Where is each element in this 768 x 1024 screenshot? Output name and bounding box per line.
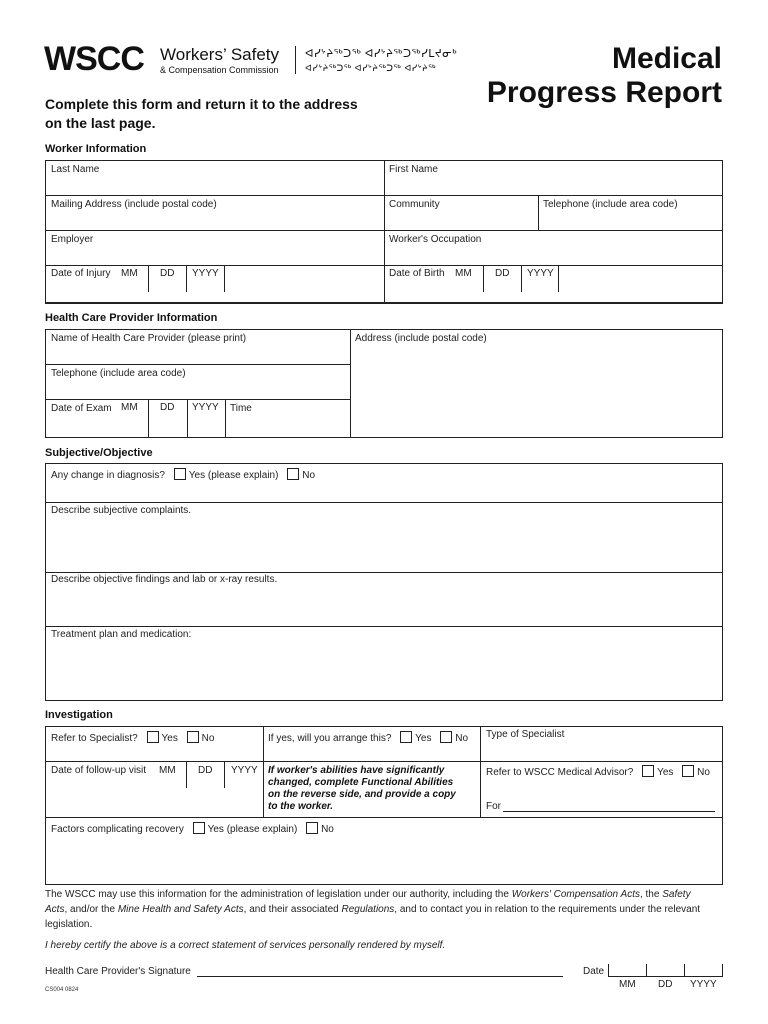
birth-dd-label: DD	[495, 268, 510, 279]
privacy-line2	[45, 902, 725, 917]
signature-yyyy-label: YYYY	[690, 979, 717, 990]
refer-advisor-row	[486, 765, 710, 778]
date-divider	[186, 761, 187, 788]
exam-dd-label: DD	[160, 402, 175, 413]
certification-statement: I hereby certify the above is a correct statement of services personally rendered by myself.	[45, 940, 446, 951]
date-line[interactable]	[608, 976, 723, 977]
investigation-section-title: Investigation	[45, 709, 113, 721]
arrange-label: If yes, will you arrange this?	[268, 733, 392, 744]
arrange-row	[268, 731, 468, 744]
form-code: CS004 0824	[45, 987, 79, 993]
date-divider	[225, 399, 226, 438]
subjective-complaints-field[interactable]: Describe subjective complaints.	[51, 505, 192, 516]
advisor-no-checkbox[interactable]	[682, 765, 694, 777]
complicating-yes-label: Yes (please explain)	[207, 824, 298, 835]
provider-info-table	[45, 329, 723, 438]
org-name: Workers’ Safety	[160, 45, 280, 64]
last-name-field[interactable]: Last Name	[51, 164, 100, 175]
date-of-birth-field[interactable]: Date of Birth	[389, 268, 445, 279]
worker-section-title: Worker Information	[45, 143, 147, 155]
arrange-no-checkbox[interactable]	[440, 731, 452, 743]
mailing-address-field[interactable]: Mailing Address (include postal code)	[51, 199, 217, 210]
date-divider	[521, 265, 522, 292]
privacy-text: , the	[639, 889, 663, 900]
row-divider	[45, 626, 723, 627]
objective-findings-field[interactable]: Describe objective findings and lab or x-ray results.	[51, 574, 278, 585]
injury-mm-label: MM	[121, 268, 138, 279]
subjective-section-title: Subjective/Objective	[45, 447, 153, 459]
column-divider	[538, 195, 539, 230]
followup-dd-label: DD	[198, 765, 213, 776]
diagnosis-no-checkbox[interactable]	[287, 468, 299, 480]
form-title-line1: Medical	[611, 42, 722, 75]
row-divider	[45, 399, 350, 400]
exam-mm-label: MM	[121, 402, 138, 413]
column-divider	[384, 160, 385, 304]
treatment-plan-field[interactable]: Treatment plan and medication:	[51, 629, 192, 640]
date-divider	[722, 964, 723, 976]
provider-section-title: Health Care Provider Information	[45, 312, 218, 324]
row-divider	[45, 502, 723, 503]
followup-mm-label: MM	[159, 765, 176, 776]
refer-specialist-label: Refer to Specialist?	[51, 733, 138, 744]
instructions-line1: Complete this form and return it to the address	[45, 96, 358, 112]
privacy-text: The WSCC may use this information for the administration of legislation under our authority, including the	[45, 889, 512, 900]
row-divider	[45, 761, 723, 762]
diagnosis-yes-label: Yes (please explain)	[188, 470, 279, 481]
change-diagnosis-label: Any change in diagnosis?	[51, 470, 165, 481]
diagnosis-yes-checkbox[interactable]	[174, 468, 186, 480]
date-divider	[224, 265, 225, 292]
signature-dd-label: DD	[658, 979, 673, 990]
date-divider	[186, 265, 187, 292]
privacy-text: , and/or the	[64, 904, 118, 915]
row-divider	[45, 817, 723, 818]
specialist-yes-label: Yes	[161, 733, 178, 744]
provider-name-field[interactable]: Name of Health Care Provider (please print)	[51, 333, 247, 344]
specialist-no-label: No	[201, 733, 215, 744]
followup-date-field[interactable]: Date of follow-up visit	[51, 765, 147, 776]
complicating-no-checkbox[interactable]	[306, 822, 318, 834]
wscc-logo: WSCC	[44, 40, 144, 78]
complicating-label: Factors complicating recovery	[51, 824, 184, 835]
note-line1: If worker's abilities have significantly	[268, 765, 445, 776]
refer-advisor-label: Refer to WSCC Medical Advisor?	[486, 767, 634, 778]
complicating-no-label: No	[321, 824, 334, 835]
form-title-line2: Progress Report	[486, 76, 722, 109]
privacy-text: , and their associated	[243, 904, 342, 915]
specialist-no-checkbox[interactable]	[187, 731, 199, 743]
exam-time-field[interactable]: Time	[230, 403, 252, 414]
date-of-injury-field[interactable]: Date of Injury	[51, 268, 111, 279]
arrange-no-label: No	[455, 733, 469, 744]
birth-yyyy-label: YYYY	[527, 268, 554, 279]
note-line3: on the reverse side, and provide a copy	[268, 789, 456, 800]
arrange-yes-checkbox[interactable]	[400, 731, 412, 743]
provider-address-field[interactable]: Address (include postal code)	[355, 333, 487, 344]
date-divider	[224, 761, 225, 788]
syllabics-name-line2: ᐊᓯᔾᔨᖅᑐᖅ ᐊᓯᔾᔨᖅᑐᖅ ᐊᓯᔾᔨᖅ	[305, 63, 437, 73]
advisor-for-label: For	[486, 801, 501, 812]
privacy-text: , and to contact you in relation to the requirements under the relevant	[394, 904, 701, 915]
occupation-field[interactable]: Worker's Occupation	[389, 234, 482, 245]
change-diagnosis-row	[51, 468, 315, 481]
privacy-act-name: Mine Health and Safety Acts	[117, 904, 244, 915]
advisor-yes-label: Yes	[657, 767, 674, 778]
date-divider	[148, 265, 149, 292]
exam-yyyy-label: YYYY	[192, 402, 219, 413]
refer-specialist-row	[51, 731, 214, 744]
date-divider	[483, 265, 484, 292]
specialist-type-field[interactable]: Type of Specialist	[486, 729, 565, 740]
worker-telephone-field[interactable]: Telephone (include area code)	[543, 199, 678, 210]
date-divider	[646, 964, 647, 976]
complicating-yes-checkbox[interactable]	[193, 822, 205, 834]
advisor-for-line[interactable]	[503, 811, 715, 812]
privacy-line3: legislation.	[45, 919, 93, 930]
complicating-row	[51, 822, 334, 835]
privacy-act-name: Acts	[45, 904, 65, 915]
injury-yyyy-label: YYYY	[192, 268, 219, 279]
injury-dd-label: DD	[160, 268, 175, 279]
instructions-line2: on the last page.	[45, 115, 156, 131]
date-label: Date	[583, 966, 605, 977]
note-line2: changed, complete Functional Abilities	[268, 777, 454, 788]
advisor-no-label: No	[697, 767, 710, 778]
syllabics-name-line1: ᐊᓯᔾᔨᖅᑐᖅ ᐊᓯᔾᔨᖅᑐᖅᓯᒪᔪᓂᒃ	[305, 48, 458, 60]
privacy-line1	[45, 887, 725, 902]
date-divider	[148, 399, 149, 438]
first-name-field[interactable]: First Name	[389, 164, 438, 175]
provider-telephone-field[interactable]: Telephone (include area code)	[51, 368, 186, 379]
privacy-act-name: Regulations	[341, 904, 395, 915]
column-divider	[350, 329, 351, 438]
signature-label: Health Care Provider's Signature	[45, 966, 191, 977]
signature-mm-label: MM	[619, 979, 636, 990]
community-field[interactable]: Community	[389, 199, 440, 210]
employer-field[interactable]: Employer	[51, 234, 94, 245]
privacy-act-name: Safety	[662, 889, 691, 900]
column-divider	[480, 726, 481, 817]
row-divider	[45, 572, 723, 573]
birth-mm-label: MM	[455, 268, 472, 279]
date-divider	[608, 964, 609, 976]
date-divider	[558, 265, 559, 292]
column-divider	[263, 726, 264, 817]
row-divider	[45, 364, 350, 365]
date-divider	[684, 964, 685, 976]
note-line4: to the worker.	[268, 801, 334, 812]
signature-line[interactable]	[197, 976, 563, 977]
logo-divider	[295, 46, 296, 74]
date-of-exam-field[interactable]: Date of Exam	[51, 403, 112, 414]
arrange-yes-label: Yes	[415, 733, 432, 744]
followup-yyyy-label: YYYY	[231, 765, 258, 776]
date-divider	[187, 399, 188, 438]
specialist-yes-checkbox[interactable]	[147, 731, 159, 743]
functional-abilities-note	[268, 765, 456, 813]
advisor-yes-checkbox[interactable]	[642, 765, 654, 777]
diagnosis-no-label: No	[302, 470, 316, 481]
privacy-act-name: Workers' Compensation Acts	[511, 889, 640, 900]
privacy-statement	[45, 887, 725, 932]
org-subtitle: & Compensation Commission	[160, 65, 279, 75]
